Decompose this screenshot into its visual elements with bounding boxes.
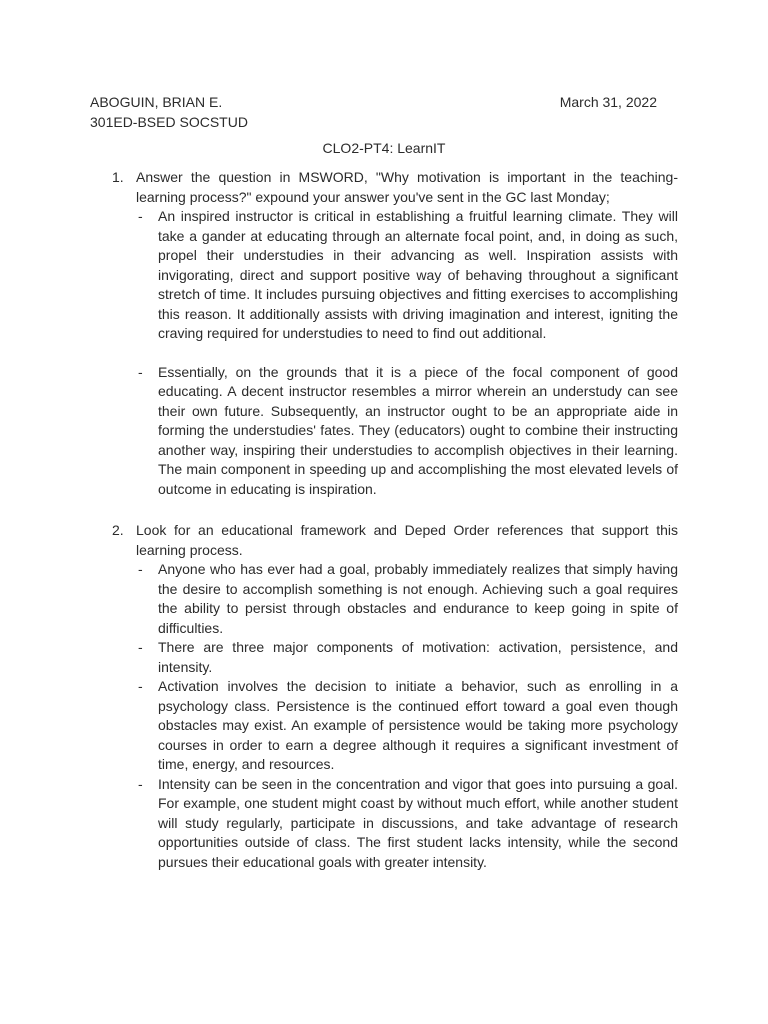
student-name: ABOGUIN, BRIAN E. bbox=[90, 94, 223, 110]
dash-marker: - bbox=[138, 561, 143, 577]
answer-text: There are three major components of motivation: activation, persistence, and intensity. bbox=[158, 639, 678, 675]
dash-marker: - bbox=[138, 775, 143, 792]
answer-text: Anyone who has ever had a goal, probably immediately realizes that simply having the desire to accomplish something is not enough. Achieving such a goal requires the ability to persist through obstacles and endurance to keep going in spite of difficulties. bbox=[158, 561, 678, 636]
answer-item bbox=[136, 638, 678, 677]
answer-item bbox=[136, 775, 678, 873]
question-2 bbox=[112, 521, 678, 872]
question-text: Look for an educational framework and Deped Order references that support this learning process. bbox=[136, 522, 678, 558]
question-1 bbox=[112, 168, 678, 499]
answer-list bbox=[136, 560, 678, 872]
header-row-top bbox=[90, 92, 660, 112]
answer-list bbox=[136, 207, 678, 499]
answer-item bbox=[136, 560, 678, 638]
document-title: CLO2-PT4: LearnIT bbox=[322, 140, 446, 156]
answer-item bbox=[136, 677, 678, 775]
answer-text: Essentially, on the grounds that it is a piece of the focal component of good educating. A decent instructor resembles a mirror wherein an understudy can see their own future. Subsequently, an instructor ought to be an appropriate aide in forming the understudies' fates. They (educators) ought to combine their instructing another way, inspiring their understudies to accomplish objectives in their learning. The main component in speeding up and accomplishing the most elevated levels of outcome in educating is inspiration. bbox=[158, 363, 678, 497]
document-date: March 31, 2022 bbox=[559, 94, 657, 110]
dash-marker: - bbox=[138, 639, 143, 655]
question-text: Answer the question in MSWORD, "Why motivation is important in the teaching-learning process?" expound your answer you've sent in the GC last Monday; bbox=[136, 169, 678, 205]
student-section: 301ED-BSED SOCSTUD bbox=[90, 114, 248, 130]
question-number: 1. bbox=[112, 169, 124, 185]
answer-text: An inspired instructor is critical in establishing a fruitful learning climate. They will take a gander at educating through an alternate focal point, and, in doing as such, propel their understudies in their advancing as well. Inspiration assists with invigorating, direct and support positive way of behaving throughout a significant stretch of time. It includes pursuing objectives and fitting exercises to accomplishing this reason. It additionally assists with driving imagination and interest, igniting the craving required for understudies to need to find out additional. bbox=[158, 208, 678, 341]
document-content bbox=[112, 168, 678, 872]
question-number: 2. bbox=[112, 522, 124, 538]
dash-marker: - bbox=[138, 363, 143, 380]
header-row-section bbox=[90, 112, 660, 132]
answer-item bbox=[136, 207, 678, 344]
answer-text: Intensity can be seen in the concentration and vigor that goes into pursuing a goal. For example, one student might coast by without much effort, while another student will study regularly, participate in discussions, and take advantage of research opportunities outside of class. The first student lacks intensity, while the second pursues their educational goals with greater intensity. bbox=[158, 775, 678, 870]
dash-marker: - bbox=[138, 208, 143, 224]
answer-item bbox=[136, 363, 678, 500]
document-header bbox=[90, 92, 660, 132]
answer-text: Activation involves the decision to initiate a behavior, such as enrolling in a psychology class. Persistence is the continued effort toward a goal even though obstacles may exist. An example of persistence would be taking more psychology courses in order to earn a degree although it requires a significant investment of time, energy, and resources. bbox=[158, 678, 678, 772]
dash-marker: - bbox=[138, 678, 143, 694]
